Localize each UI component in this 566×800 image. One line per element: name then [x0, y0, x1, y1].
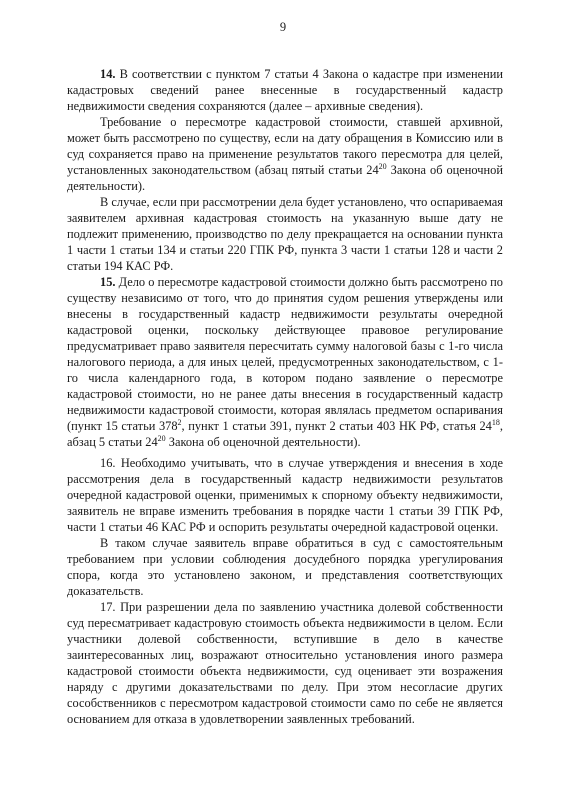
- paragraph-14: [67, 66, 503, 114]
- paragraph-17: 17. При разрешении дела по заявлению участника долевой собственности суд пересматривает кадастровую стоимость объекта недвижимости в целом. Если участники долевой собственности, вступившие в дело в качестве заинтересованных лиц, возражают относительно установления иного размера кадастровой стоимости объекта недвижимости, суд оценивает эти возражения наряду с другими доказательствами по делу. При этом несогласие других сособственников с пересмотром кадастровой стоимости само по себе не является основанием для отказа в удовлетворении заявленных требований.: [67, 600, 503, 726]
- paragraph-16-independent-claim: В таком случае заявитель вправе обратиться в суд с самостоятельным требованием при условии соблюдения досудебного порядка урегулирования спора, когда это установлено законом, и представления соответствующих доказательств.: [67, 536, 503, 598]
- paragraph-14-number: 14.: [100, 67, 116, 81]
- paragraph-16: 16. Необходимо учитывать, что в случае утверждения и внесения в ходе рассмотрения дела в государственный кадастр недвижимости результатов очередной кадастровой оценки, применимых к спорному объекту недвижимости, заявитель не вправе изменить требования в порядке части 1 статьи 39 ГПК РФ, части 1 статьи 46 КАС РФ и оспорить результаты очередной кадастровой оценки.: [67, 456, 503, 534]
- document-body: [67, 66, 503, 727]
- paragraph-15-number: 15.: [100, 275, 116, 289]
- page-number: 9: [279, 20, 287, 34]
- paragraph-14-text: В соответствии с пунктом 7 статьи 4 Закона о кадастре при изменении кадастровых сведений ранее внесенные в государственный кадастр недвижимости сведения сохраняются (далее – архивные сведения).: [67, 67, 503, 113]
- paragraph-14-termination: В случае, если при рассмотрении дела будет установлено, что оспариваемая заявителем архивная кадастровая стоимость на указанную выше дату не подлежит применению, производство по делу прекращается на основании пункта 1 части 1 статьи 134 и статьи 220 ГПК РФ, пункта 3 части 1 статьи 128 и части 2 статьи 194 КАС РФ.: [67, 195, 503, 273]
- paragraph-14-archived-requirement: Требование о пересмотре кадастровой стоимости, ставшей архивной, может быть рассмотрено по существу, если на дату обращения в Комиссию или в суд сохраняется право на применение результатов такого пересмотра для целей, установленных законодательством (абзац пятый статьи $24^{20}$ Закона об оценочной деятельности).: [67, 115, 503, 193]
- paragraph-15: 15. Дело о пересмотре кадастровой стоимости должно быть рассмотрено по существу независимо от того, что до принятия судом решения утверждены или внесены в государственный кадастр недвижимости результаты очередной кадастровой оценки, поскольку действующее правовое регулирование предусматривает право заявителя пересчитать сумму налоговой базы с 1-го числа налогового периода, а для иных целей, предусмотренных законодательством, с 1-го числа календарного года, в котором подано заявление о пересмотре кадастровой стоимости, но не ранее даты внесения в государственный кадастр недвижимости кадастровой стоимости, которая являлась предметом оспаривания (пункт 15 статьи $378^2$, пункт 1 статьи 391, пункт 2 статьи 403 НК РФ, статья $24^{18}$, абзац 5 статьи $24^{20}$ Закона об оценочной деятельности).: [67, 275, 503, 449]
